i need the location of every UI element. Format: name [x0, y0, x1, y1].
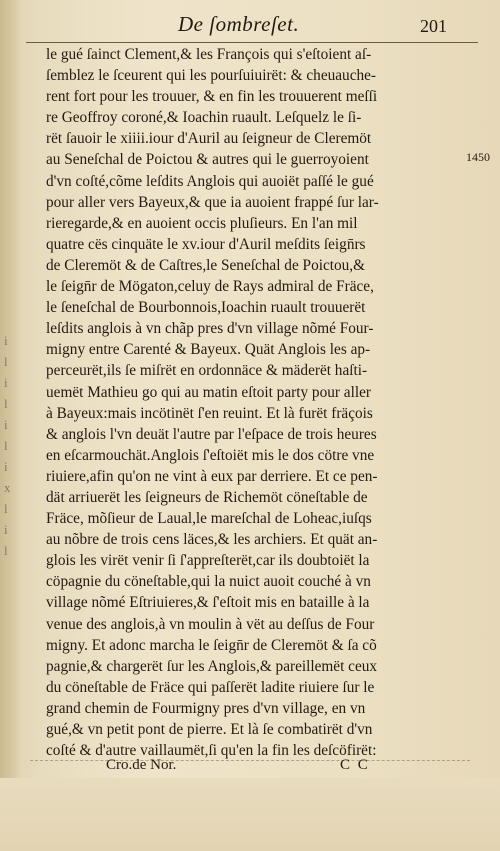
page-header — [0, 12, 500, 42]
text-line: gué,& vn petit pont de pierre. Et là ſe combatirët d'vn — [46, 721, 373, 738]
text-line: au nõbre de trois cens läces,& les archiers. Et quät an- — [46, 531, 378, 549]
text-line: ſemblez le ſceurent qui les pourſuiuirët: & cheuauche- — [46, 67, 377, 85]
gutter-mark: i — [4, 375, 8, 390]
text-line: le gué ſainct Clement,& les François qui s'eſtoient aſ- — [46, 46, 372, 63]
text-line: pour aller vers Bayeux,& que ia auoient frappé ſur lar- — [46, 193, 379, 211]
text-line: pagnie,& chargerët ſur les Anglois,& pareillemët ceux — [46, 657, 378, 675]
gutter-mark: i — [4, 417, 8, 432]
page-gutter — [0, 0, 22, 851]
text-line: dät arriuerët les ſeigneurs de Richemöt cöneſtable de — [46, 488, 368, 506]
text-line: & anglois l'vn deuät l'autre par l'eſpace de trois heures — [46, 425, 377, 443]
page-number: 201 — [420, 16, 447, 36]
text-line: à Bayeux:mais incötinët ſ'en reuint. Et là furët fräçois — [46, 404, 373, 422]
gutter-bleedthrough — [4, 330, 18, 561]
gutter-mark: l — [4, 438, 8, 453]
text-line: le ſeign̄r de Mögaton,celuy de Rays admiral de Fräce, — [46, 278, 374, 296]
body-text — [46, 44, 462, 761]
text-line: coſté & d'autre vaillaumët,ſi qu'en la fin les deſcöfirët: — [46, 742, 377, 760]
text-line: de Cleremöt & de Caſtres,le Seneſchal de Poictou,& — [46, 256, 366, 274]
gutter-mark: l — [4, 354, 8, 369]
text-line: uemët Mathieu go qui au matin eſtoit party pour aller — [46, 383, 371, 401]
text-line: le ſeneſchal de Bourbonnois,Ioachin ruault trouuerët — [46, 299, 366, 317]
page-bottom-margin — [0, 778, 500, 851]
text-line: migny. Et adonc marcha le ſeign̄r de Cleremöt & ſa cõ — [46, 636, 377, 654]
gutter-mark: i — [4, 333, 8, 348]
text-line: rieregarde,& en auoient occis pluſieurs. En l'an mil — [46, 214, 358, 232]
text-line: en eſcarmouchät.Anglois ſ'eſtoiët mis le dos cötre vne — [46, 446, 375, 464]
text-line: rët ſauoir le xiiii.iour d'Auril au ſeigneur de Cleremöt — [46, 130, 372, 148]
text-line: venue des anglois,à vn moulin à vët au deſſus de Four — [46, 615, 375, 633]
text-line: re Geoffroy coroné,& Ioachin ruault. Leſquelz le ſi- — [46, 109, 362, 127]
running-head: De ſombreſet. — [178, 12, 300, 36]
gutter-mark: l — [4, 501, 8, 516]
gutter-mark: l — [4, 543, 8, 558]
text-line: glois les virët venir ſi ſ'appreſterët,car ils doubtoiët la — [46, 552, 370, 570]
gutter-mark: x — [4, 480, 11, 495]
footer-rule — [30, 760, 470, 762]
header-rule — [26, 42, 478, 43]
text-line: riuiere,afin qu'on ne vint à eux par derriere. Et ce pen- — [46, 467, 378, 485]
text-line: grand chemin de Fourmigny pres d'vn village, en vn — [46, 699, 366, 717]
gutter-mark: l — [4, 396, 8, 411]
text-line: leſdits anglois à vn chãp pres d'vn village nõmé Four- — [46, 320, 374, 338]
catchword: Cro.de Nor. — [106, 757, 177, 773]
text-line: perceurët,ils ſe miſrët en ordonnäce & mäderët haſti- — [46, 362, 368, 380]
text-line: rent fort pour les trouuer, & en fin les trouuerent meſſi — [46, 88, 378, 106]
text-line: village nõmé Eſtriuieres,& ſ'eſtoit mis en bataille à la — [46, 594, 370, 612]
text-line: migny entre Carenté & Bayeux. Quät Anglois les ap- — [46, 341, 371, 359]
text-line: quatre cës cinquäte le xv.iour d'Auril meſdits ſeign̄rs — [46, 235, 366, 253]
signature-mark: C C — [340, 757, 370, 773]
margin-note-year: 1450 — [466, 150, 490, 164]
text-line: au Seneſchal de Poictou & autres qui le guerroyoient — [46, 151, 369, 169]
gutter-mark: i — [4, 522, 8, 537]
text-line: cöpagnie du cöneſtable,qui la nuict auoit couché à vn — [46, 573, 371, 591]
text-line: d'vn coſté,cõme leſdits Anglois qui auoiët paſſé le gué — [46, 172, 374, 190]
text-line: Fräce, mõſieur de Laual,le mareſchal de Loheac,iuſqs — [46, 510, 372, 528]
text-line: du cöneſtable de Fräce qui paſſerët ladite riuiere ſur le — [46, 678, 375, 696]
gutter-mark: i — [4, 459, 8, 474]
